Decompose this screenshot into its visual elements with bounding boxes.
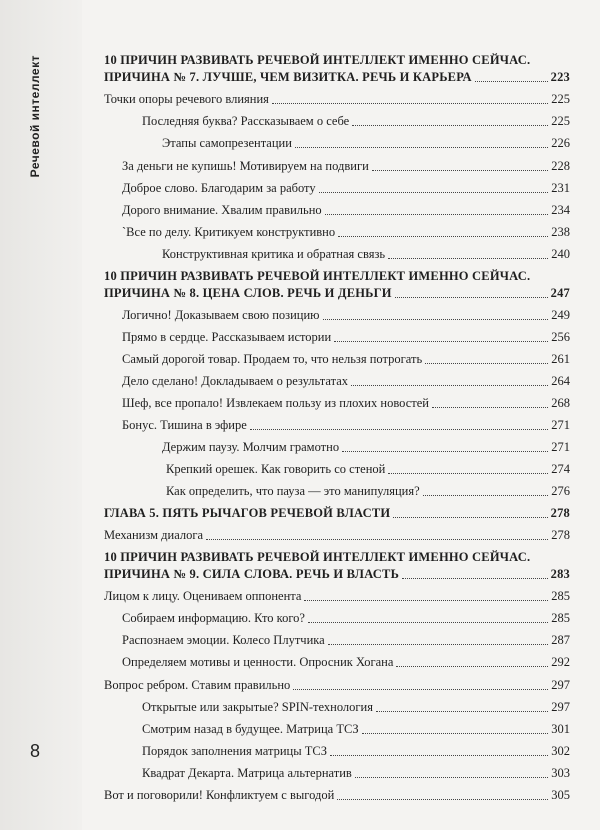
toc-entry <box>104 501 570 521</box>
dot-leader <box>304 600 548 601</box>
toc-entry-title: Дорого внимание. Хвалим правильно <box>122 203 322 217</box>
toc-entry-title: ПРИЧИНА № 9. СИЛА СЛОВА. РЕЧЬ И ВЛАСТЬ <box>104 567 400 581</box>
toc-entry-title: ГЛАВА 5. ПЯТЬ РЫЧАГОВ РЕЧЕВОЙ ВЛАСТИ <box>104 506 391 520</box>
toc-entry <box>104 65 570 85</box>
toc-entry-title: Шеф, все пропало! Извлекаем пользу из плохих новостей <box>122 396 429 410</box>
toc-entry-title: Доброе слово. Благодарим за работу <box>122 181 316 195</box>
toc-entry-title: За деньги не купишь! Мотивируем на подвиги <box>122 159 369 173</box>
toc-entry-title: 10 ПРИЧИН РАЗВИВАТЬ РЕЧЕВОЙ ИНТЕЛЛЕКТ ИМЕННО СЕЙЧАС. <box>104 269 531 283</box>
page-number: 8 <box>30 741 41 761</box>
dot-leader <box>351 385 548 386</box>
toc-entry <box>166 457 570 477</box>
toc-entry <box>104 281 570 301</box>
toc-entry-title: Вот и поговорили! Конфликтуем с выгодой <box>104 788 335 802</box>
toc-entry-title: Лицом к лицу. Оцениваем оппонента <box>104 589 302 603</box>
toc-entry <box>104 562 570 582</box>
toc-entry-title: 10 ПРИЧИН РАЗВИВАТЬ РЕЧЕВОЙ ИНТЕЛЛЕКТ ИМЕННО СЕЙЧАС. <box>104 53 531 67</box>
toc-entry <box>142 695 570 715</box>
toc-entry-page: 283 <box>550 567 570 581</box>
toc-entry-title: Распознаем эмоции. Колесо Плутчика <box>122 633 325 647</box>
dot-leader <box>352 125 548 126</box>
dot-leader <box>388 258 548 259</box>
dot-leader <box>293 689 548 690</box>
toc-entry-page: 223 <box>550 70 570 84</box>
toc-entry <box>104 584 570 604</box>
toc-entry-title: Бонус. Тишина в эфире <box>122 418 247 432</box>
toc-entry <box>122 198 570 218</box>
toc-entry-title: Смотрим назад в будущее. Матрица ТСЗ <box>142 722 359 736</box>
dot-leader <box>295 147 548 148</box>
toc-entry-page: 276 <box>551 484 570 498</box>
dot-leader <box>308 622 548 623</box>
toc-entry <box>122 413 570 433</box>
toc-entry-title: Порядок заполнения матрицы ТСЗ <box>142 744 327 758</box>
toc-entry <box>162 242 570 262</box>
toc-entry-page: 301 <box>551 722 570 736</box>
toc-entry-title: `Все по делу. Критикуем конструктивно <box>122 225 336 239</box>
toc-entry-title: Последняя буква? Рассказываем о себе <box>142 114 350 128</box>
toc-entry-page: 287 <box>551 633 570 647</box>
toc-entry-page: 268 <box>551 396 570 410</box>
toc-entry-title: 10 ПРИЧИН РАЗВИВАТЬ РЕЧЕВОЙ ИНТЕЛЛЕКТ ИМЕННО СЕЙЧАС. <box>104 550 531 564</box>
dot-leader <box>330 755 548 756</box>
toc-entry-page: 292 <box>551 655 570 669</box>
toc-entry-page: 228 <box>551 159 570 173</box>
dot-leader <box>338 236 548 237</box>
toc-entry <box>122 220 570 240</box>
toc-entry-title: ПРИЧИНА № 7. ЛУЧШЕ, ЧЕМ ВИЗИТКА. РЕЧЬ И КАРЬЕРА <box>104 70 472 84</box>
dot-leader <box>323 319 549 320</box>
toc-entry-page: 256 <box>551 330 570 344</box>
toc-entry-page: 264 <box>551 374 570 388</box>
toc-entry-title: Как определить, что пауза — это манипуляция? <box>166 484 420 498</box>
dot-leader <box>355 777 548 778</box>
toc-entry-title: Квадрат Декарта. Матрица альтернатив <box>142 766 352 780</box>
toc-entry-page: 303 <box>551 766 570 780</box>
toc-entry-title: Открытые или закрытые? SPIN-технология <box>142 700 373 714</box>
dot-leader <box>206 539 548 540</box>
toc-entry-title: Самый дорогой товар. Продаем то, что нельзя потрогать <box>122 352 423 366</box>
toc-entry-page: 234 <box>551 203 570 217</box>
dot-leader <box>432 407 548 408</box>
toc-entry <box>122 325 570 345</box>
toc-entry-page: 297 <box>551 678 570 692</box>
dot-leader <box>362 733 549 734</box>
toc-entry-page: 271 <box>551 418 570 432</box>
toc-entry <box>122 303 570 323</box>
toc-entry <box>122 347 570 367</box>
toc-entry <box>142 109 570 129</box>
toc-entry <box>162 435 570 455</box>
dot-leader <box>388 473 548 474</box>
toc-entry <box>104 783 570 803</box>
dot-leader <box>319 192 549 193</box>
toc-entry <box>142 717 570 737</box>
toc-entry-title: ПРИЧИНА № 8. ЦЕНА СЛОВ. РЕЧЬ И ДЕНЬГИ <box>104 286 392 300</box>
toc-entry <box>162 131 570 151</box>
toc-entry-title: Логично! Доказываем свою позицию <box>122 308 320 322</box>
toc-entry-page: 226 <box>551 136 570 150</box>
toc-entry-page: 261 <box>551 352 570 366</box>
toc-entry-page: 305 <box>551 788 570 802</box>
toc-entry-page: 240 <box>551 247 570 261</box>
toc-entry-title: Собираем информацию. Кто кого? <box>122 611 305 625</box>
toc-entry-title: Держим паузу. Молчим грамотно <box>162 440 340 454</box>
dot-leader <box>402 578 548 579</box>
toc-entry-title: Крепкий орешек. Как говорить со стеной <box>166 462 386 476</box>
toc-entry-page: 247 <box>550 286 570 300</box>
toc-entry-page: 249 <box>551 308 570 322</box>
toc-entry <box>104 523 570 543</box>
dot-leader <box>334 341 548 342</box>
toc-entry-page: 278 <box>550 506 570 520</box>
toc-entry <box>122 176 570 196</box>
dot-leader <box>337 799 548 800</box>
toc-entry-title: Дело сделано! Докладываем о результатах <box>122 374 348 388</box>
toc-entry-page: 297 <box>551 700 570 714</box>
toc-entry <box>142 761 570 781</box>
dot-leader <box>328 644 549 645</box>
toc-entry <box>104 673 570 693</box>
side-running-title: Речевой интеллект <box>28 55 42 178</box>
toc-entry-page: 238 <box>551 225 570 239</box>
toc-entry-page: 274 <box>551 462 570 476</box>
toc-entry-title: Вопрос ребром. Ставим правильно <box>104 678 291 692</box>
dot-leader <box>372 170 548 171</box>
toc-entry-title: Точки опоры речевого влияния <box>104 92 269 106</box>
toc-entry-page: 225 <box>551 92 570 106</box>
dot-leader <box>325 214 549 215</box>
toc-entry <box>122 391 570 411</box>
dot-leader <box>272 103 548 104</box>
toc-entry-page: 278 <box>551 528 570 542</box>
dot-leader <box>342 451 548 452</box>
dot-leader <box>250 429 548 430</box>
toc-entry-title: Конструктивная критика и обратная связь <box>162 247 386 261</box>
toc-entry-page: 285 <box>551 611 570 625</box>
dot-leader <box>425 363 548 364</box>
dot-leader <box>475 81 548 82</box>
toc-entry <box>122 606 570 626</box>
dot-leader <box>395 297 548 298</box>
toc-entry <box>122 628 570 648</box>
toc-entry-title: Механизм диалога <box>104 528 204 542</box>
toc-entry-page: 231 <box>551 181 570 195</box>
toc-entry-page: 225 <box>551 114 570 128</box>
toc-entry <box>104 87 570 107</box>
dot-leader <box>423 495 549 496</box>
dot-leader <box>396 666 548 667</box>
toc-entry <box>142 739 570 759</box>
toc-entry-title: Этапы самопрезентации <box>162 136 292 150</box>
toc-entry-title: Прямо в сердце. Рассказываем истории <box>122 330 332 344</box>
toc-entry <box>166 479 570 499</box>
toc-entry-page: 271 <box>551 440 570 454</box>
toc-entry-title: Определяем мотивы и ценности. Опросник Хогана <box>122 655 394 669</box>
toc-entry <box>122 650 570 670</box>
toc-entry <box>122 154 570 174</box>
toc-entry <box>122 369 570 389</box>
dot-leader <box>376 711 548 712</box>
dot-leader <box>393 517 547 518</box>
toc-entry-page: 302 <box>551 744 570 758</box>
toc-entry-page: 285 <box>551 589 570 603</box>
